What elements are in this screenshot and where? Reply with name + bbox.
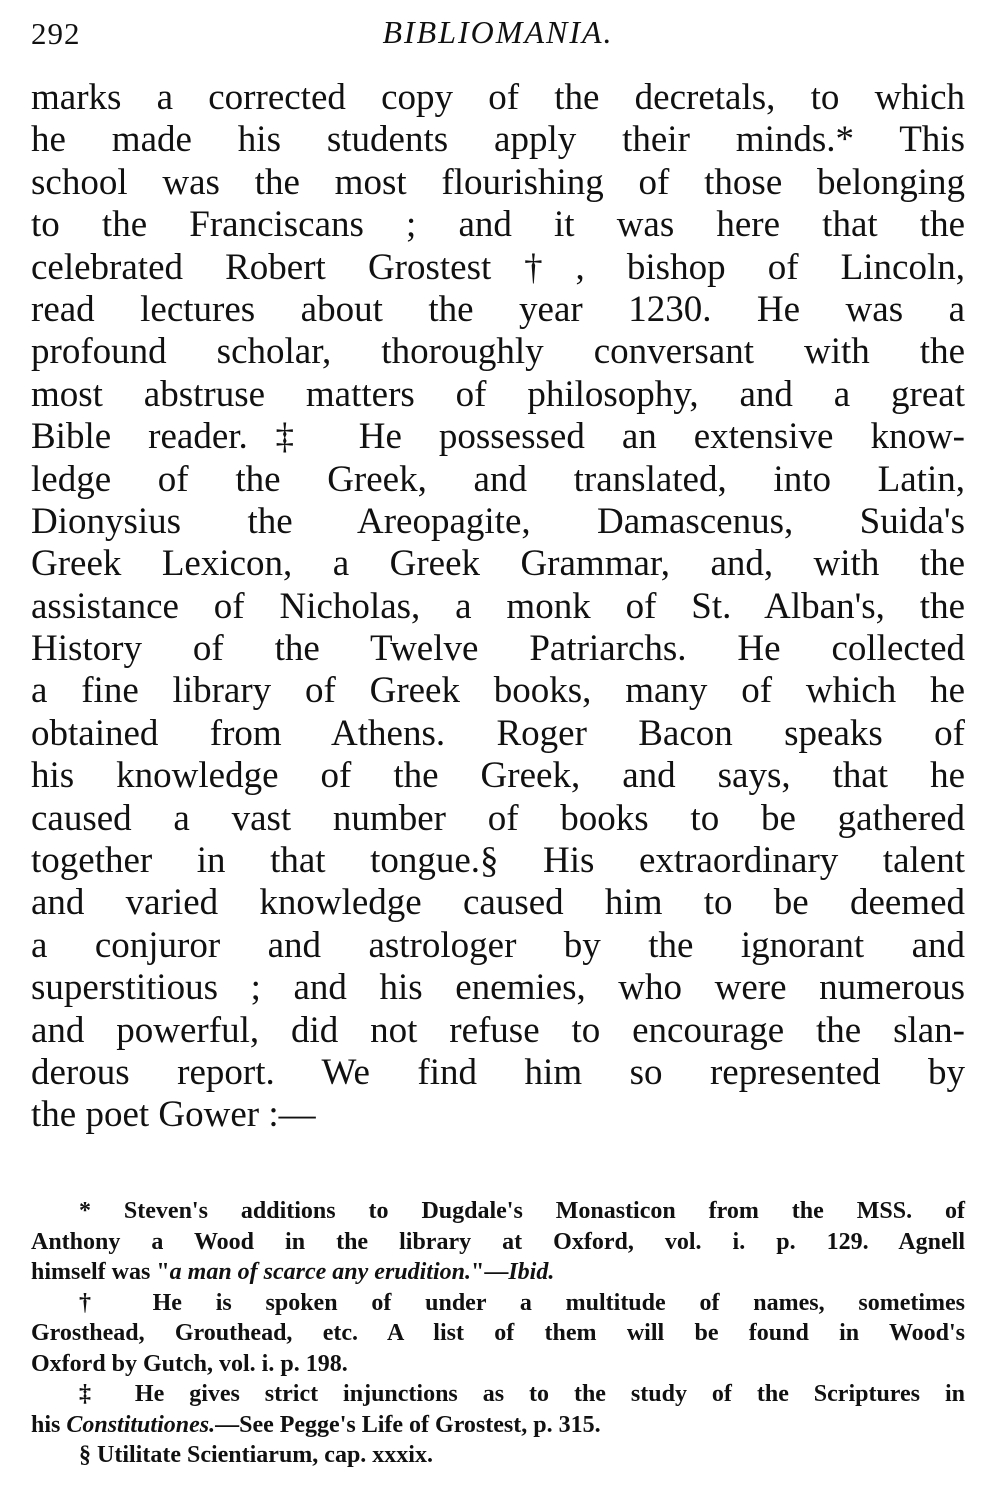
body-line: and powerful, did not refuse to encourage the slan- [31, 1009, 965, 1051]
body-line: celebrated Robert Grostest†, bishop of Lincoln, [31, 246, 965, 288]
body-line: read lectures about the year 1230. He was a [31, 288, 965, 330]
footnote-italic-text: Constitutiones. [66, 1411, 216, 1438]
body-line: Bible reader.‡ He possessed an extensive know- [31, 416, 965, 458]
body-line: his knowledge of the Greek, and says, that he [31, 755, 965, 797]
body-line: Dionysius the Areopagite, Damascenus, Suida's [31, 500, 965, 542]
body-line: and varied knowledge caused him to be deemed [31, 882, 965, 924]
book-page [31, 0, 965, 1497]
footnote-line [31, 1410, 965, 1441]
body-line: assistance of Nicholas, a monk of St. Alban's, the [31, 585, 965, 627]
footnote-italic-text: a man of scarce any erudition. [169, 1259, 471, 1285]
footnote-text: his [31, 1411, 67, 1438]
body-line: derous report. We find him so represented by [31, 1051, 965, 1093]
body-line: profound scholar, thoroughly conversant with the [31, 331, 965, 373]
body-line: History of the Twelve Patriarchs. He collected [31, 628, 965, 670]
body-line: a conjuror and astrologer by the ignorant and [31, 924, 965, 966]
footnote-text: himself was " [31, 1259, 170, 1285]
body-line: superstitious ; and his enemies, who were numerous [31, 967, 965, 1009]
body-line: the poet Gower :— [31, 1094, 316, 1136]
body-line: a fine library of Greek books, many of which he [31, 670, 965, 712]
body-line: obtained from Athens. Roger Bacon speaks of [31, 712, 965, 754]
body-line: school was the most flourishing of those belonging [31, 161, 965, 203]
footnote-text: "— [471, 1259, 509, 1285]
page-header [31, 10, 965, 54]
body-line: Greek Lexicon, a Greek Grammar, and, with the [31, 543, 965, 585]
footnote-line: * Steven's additions to Dugdale's Monasticon from the MSS. of [79, 1198, 965, 1224]
footnote-line: ‡ He gives strict injunctions as to the study of the Scriptures in [79, 1381, 965, 1407]
footnote-line [31, 1257, 965, 1288]
footnotes [31, 1196, 965, 1471]
body-line: caused a vast number of books to be gathered [31, 797, 965, 839]
page-number: 292 [31, 16, 81, 51]
footnote-line: Oxford by Gutch, vol. i. p. 198. [31, 1350, 348, 1377]
footnote-line: Grosthead, Grouthead, etc. A list of them will be found in Wood's [31, 1320, 965, 1346]
body-text [31, 77, 965, 1137]
body-line: ledge of the Greek, and translated, into Latin, [31, 458, 965, 500]
footnote-line: Anthony a Wood in the library at Oxford, vol. i. p. 129. Agnell [31, 1228, 965, 1255]
body-line: he made his students apply their minds.* This [31, 119, 965, 161]
footnote-text: —See Pegge's Life of Grostest, p. 315. [215, 1411, 601, 1438]
body-line: to the Franciscans ; and it was here that the [31, 204, 965, 246]
running-title: BIBLIOMANIA. [382, 14, 614, 50]
body-line: most abstruse matters of philosophy, and a great [31, 373, 965, 415]
body-line: together in that tongue.§ His extraordinary talent [31, 840, 965, 882]
footnote-line: § Utilitate Scientiarum, cap. xxxix. [79, 1442, 433, 1468]
body-line: marks a corrected copy of the decretals, to which [31, 77, 965, 118]
footnote-italic-text: Ibid. [508, 1259, 555, 1285]
footnote-line: † He is spoken of under a multitude of names, sometimes [79, 1289, 965, 1316]
